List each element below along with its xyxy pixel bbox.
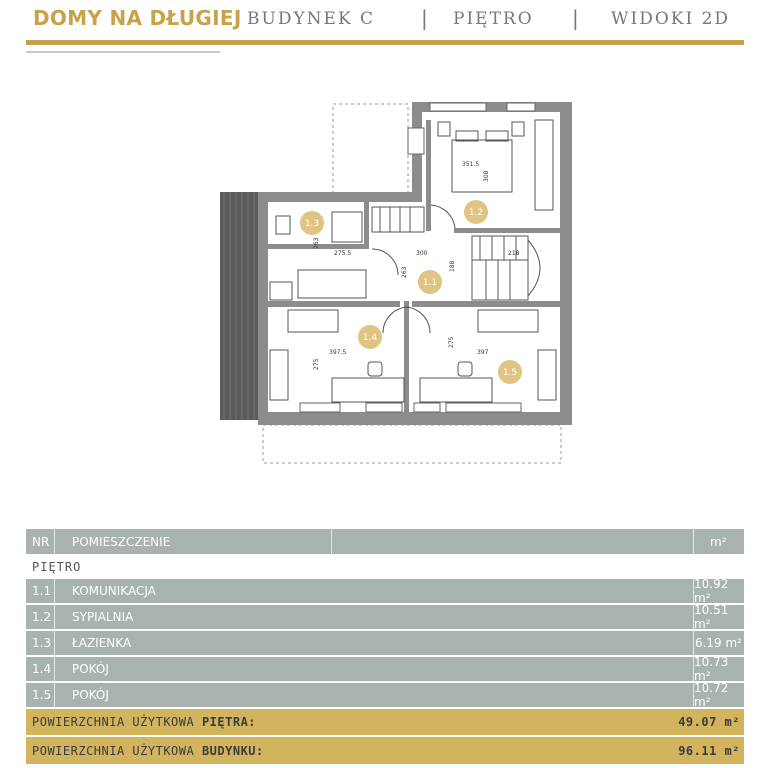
row-nr: 1.1 <box>32 584 52 598</box>
table-row <box>26 683 744 707</box>
dimension-label: 275.5 <box>334 250 352 257</box>
total-building-row <box>26 737 744 764</box>
total-building-label <box>32 737 452 764</box>
total-floor-row <box>26 709 744 735</box>
table-row <box>26 579 744 603</box>
dimension-label: 188 <box>449 260 456 272</box>
room-marker-1-5: 1.5 <box>502 368 518 378</box>
table-row <box>26 605 744 629</box>
floor-plan <box>190 95 590 470</box>
row-room: POKÓJ <box>72 688 109 702</box>
total-label: POWIERZCHNIA UŻYTKOWA <box>32 743 195 758</box>
divider <box>54 605 55 629</box>
dimension-label: 397 <box>477 349 489 356</box>
dimension-label: 275 <box>313 358 320 370</box>
row-area: 10.73 m² <box>694 655 729 683</box>
row-nr: 1.3 <box>32 636 52 650</box>
room-marker-1-2: 1.2 <box>468 208 484 218</box>
total-floor-value: 49.07 m² <box>678 715 740 729</box>
dimension-label: 275 <box>448 336 455 348</box>
room-marker-1-3: 1.3 <box>304 219 320 229</box>
total-label-bold: PIĘTRA: <box>201 715 257 729</box>
row-room: POKÓJ <box>72 662 109 676</box>
nav-building[interactable]: BUDYNEK C <box>247 9 376 29</box>
row-room: ŁAZIENKA <box>72 636 132 650</box>
nav-separator: | <box>421 6 428 30</box>
header-gold-rule <box>26 40 744 45</box>
table-row <box>26 631 744 655</box>
dimension-label: 308 <box>483 170 490 182</box>
room-marker-1-1: 1.1 <box>422 278 438 288</box>
total-floor-label <box>32 709 452 735</box>
divider <box>54 683 55 707</box>
dimension-label: 397.5 <box>329 349 347 356</box>
total-label: POWIERZCHNIA UŻYTKOWA <box>32 715 195 729</box>
room-marker-1-4: 1.4 <box>362 333 378 343</box>
page-title: DOMY NA DŁUGIEJ <box>33 6 242 30</box>
divider <box>693 529 694 554</box>
divider <box>331 529 332 554</box>
table-row <box>26 657 744 681</box>
divider <box>54 657 55 681</box>
page-header <box>0 0 768 56</box>
total-label-bold: BUDYNKU: <box>201 743 264 758</box>
row-nr: 1.2 <box>32 610 52 624</box>
dimension-label: 300 <box>416 250 428 257</box>
row-room: SYPIALNIA <box>72 610 134 624</box>
divider <box>54 529 55 554</box>
dimension-label: 263 <box>313 237 320 249</box>
nav-separator: | <box>572 6 579 30</box>
table-header <box>26 529 744 554</box>
nav-floor[interactable]: PIĘTRO <box>453 9 534 29</box>
row-area: 6.19 m² <box>694 636 742 650</box>
header-room: POMIESZCZENIE <box>72 534 171 549</box>
row-nr: 1.4 <box>32 662 52 676</box>
total-building-value: 96.11 m² <box>678 743 740 758</box>
divider <box>54 631 55 655</box>
row-area: 10.72 m² <box>694 681 729 709</box>
header-grey-rule <box>26 51 220 53</box>
section-label: PIĘTRO <box>32 560 82 574</box>
row-nr: 1.5 <box>32 688 52 702</box>
row-room: KOMUNIKACJA <box>72 584 156 598</box>
divider <box>54 579 55 603</box>
header-unit: m² <box>710 534 727 549</box>
nav-2d-views[interactable]: WIDOKI 2D <box>611 9 731 29</box>
dimension-label: 218 <box>508 250 520 257</box>
dimension-label: 351.5 <box>462 161 480 168</box>
dimension-label: 263 <box>401 266 408 278</box>
row-area: 10.51 m² <box>694 603 729 631</box>
row-area: 10.92 m² <box>694 577 729 605</box>
header-nr: NR <box>32 534 50 549</box>
